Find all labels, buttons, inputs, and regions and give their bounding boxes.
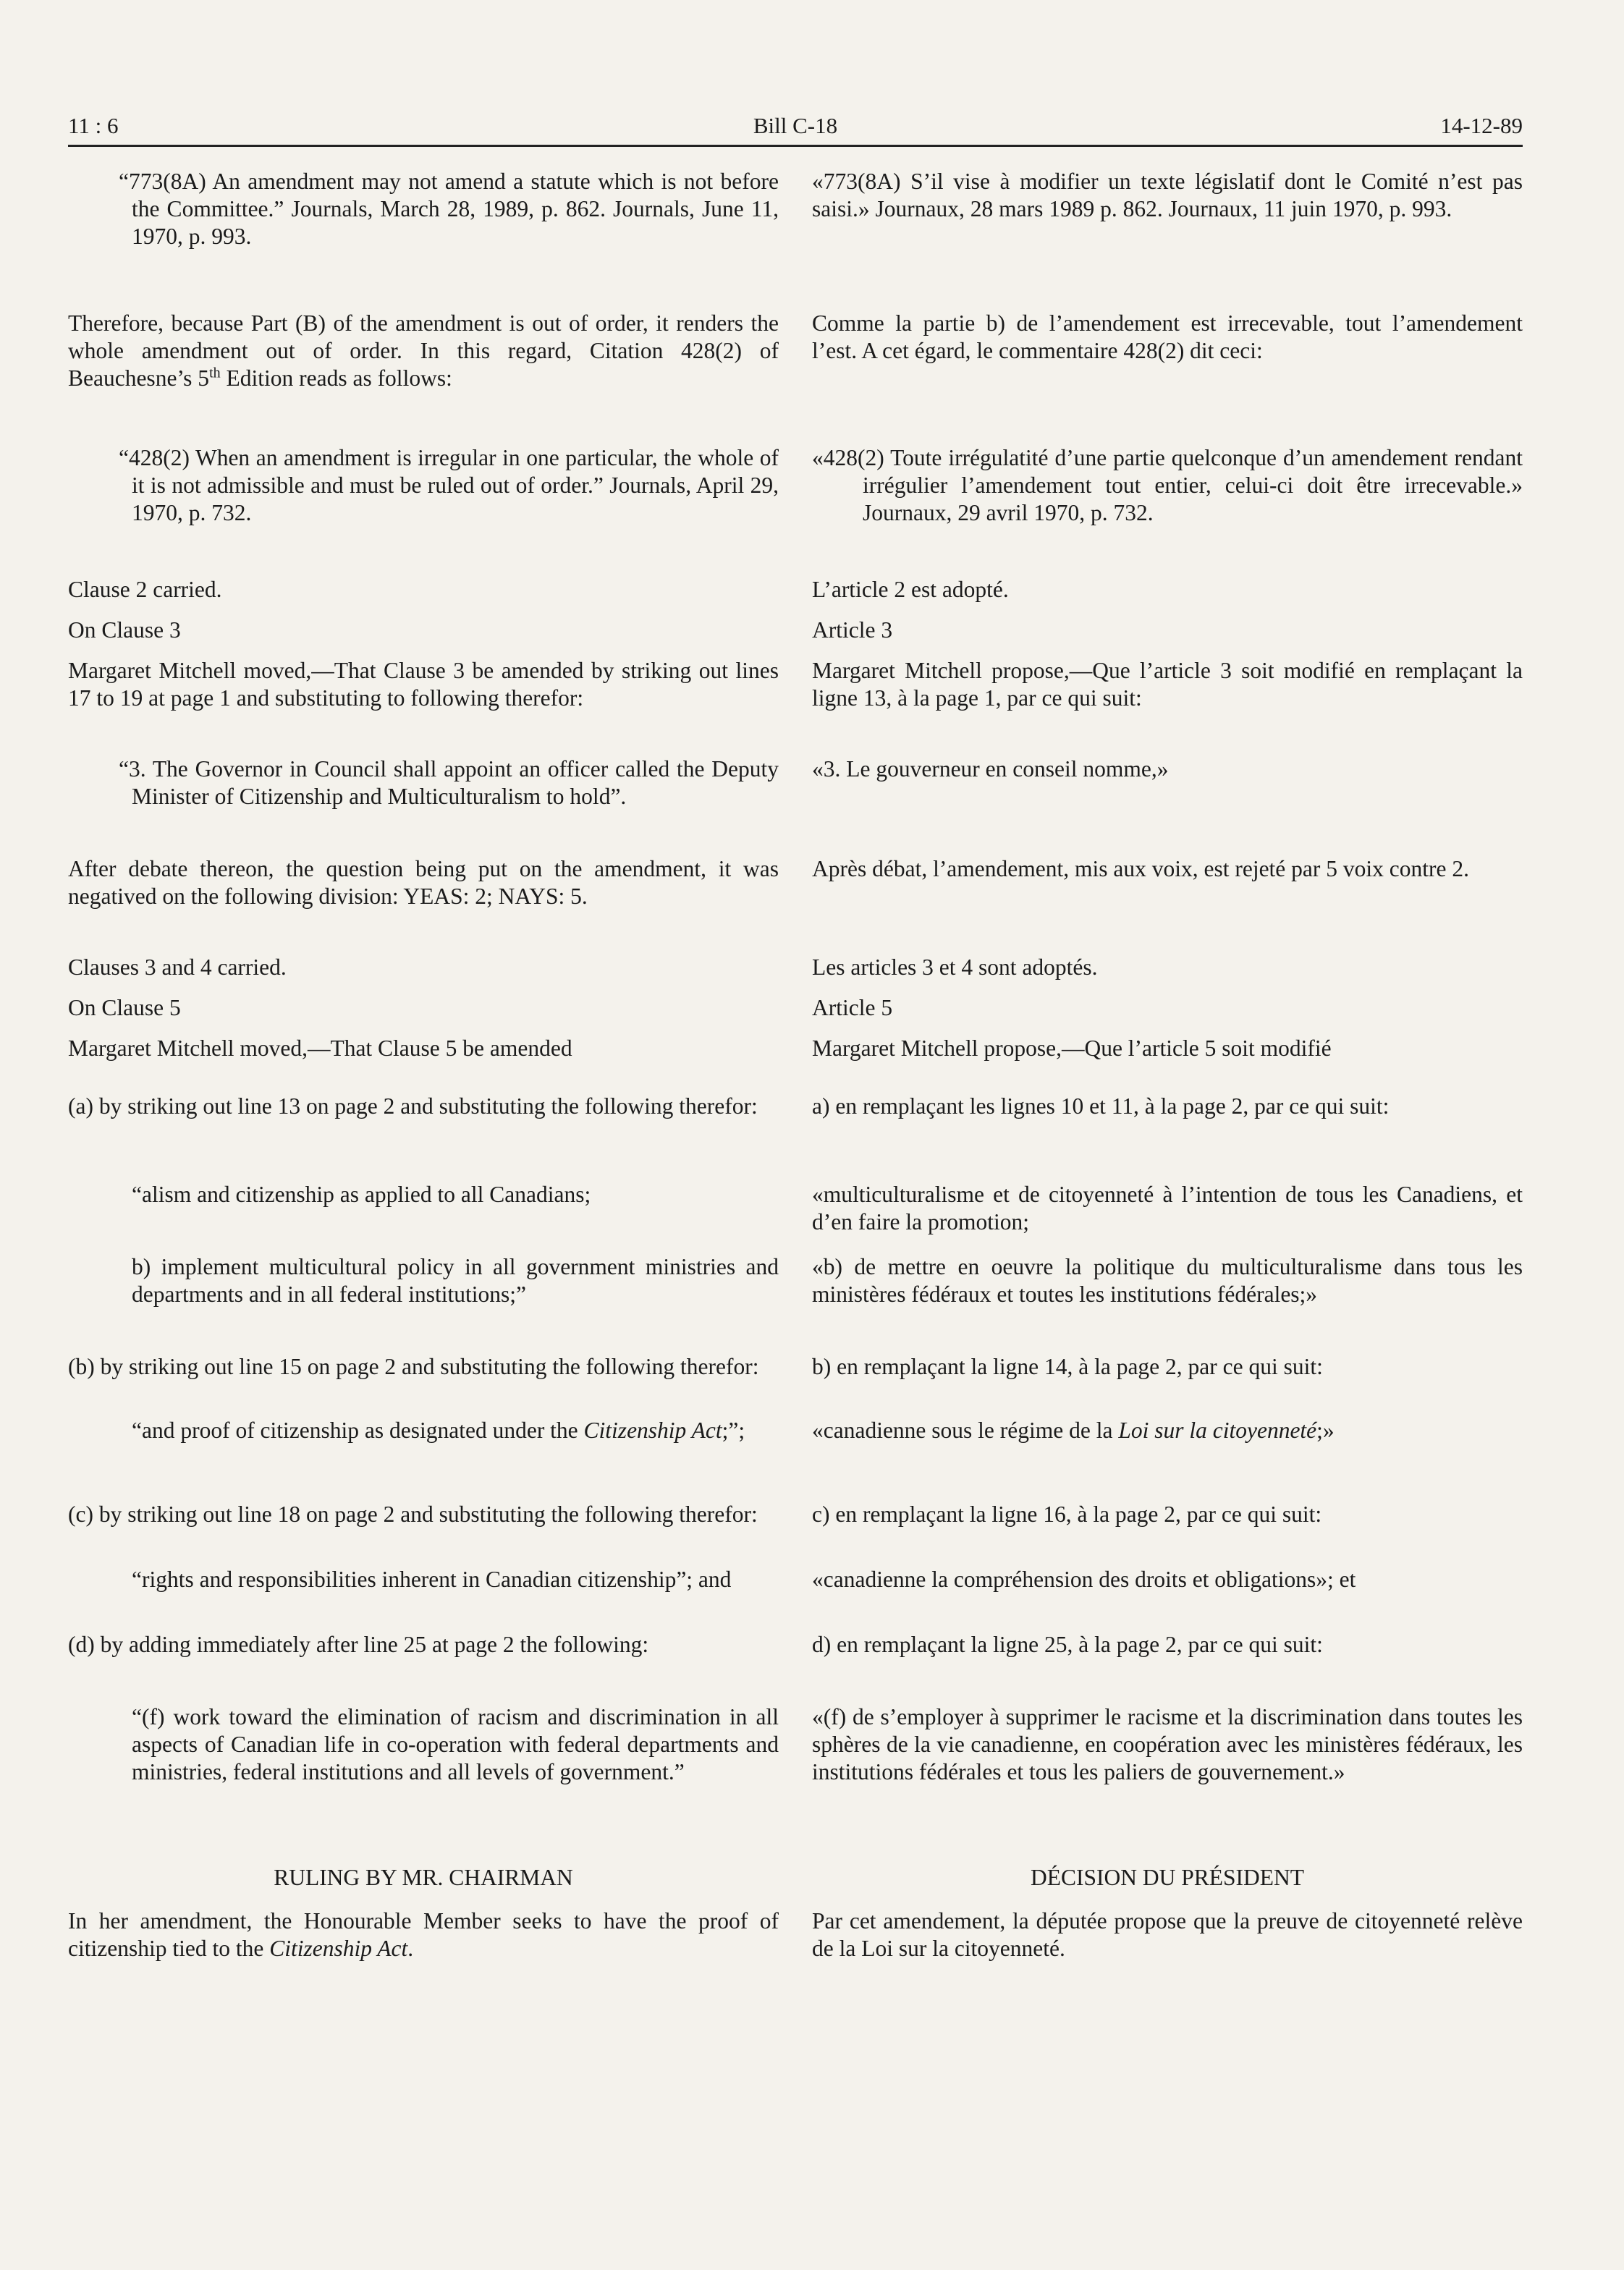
bill-title: Bill C-18	[753, 113, 838, 138]
ruling-text-en: In her amendment, the Honourable Member seeks to have the proof of citizenship tied to the Citizenship Act.	[68, 1908, 779, 1961]
page-header	[68, 109, 1523, 147]
amendement-a-texte-1: «multiculturalisme et de citoyenneté à l’intention de tous les Canadiens, et d’en faire la promotion;	[812, 1182, 1523, 1234]
amendment-b-text: “and proof of citizenship as designated under the Citizenship Act;”;	[132, 1418, 745, 1443]
amendement-b-texte: «canadienne sous le régime de la Loi sur la citoyenneté;»	[812, 1418, 1335, 1443]
superscript-th: th	[209, 365, 221, 381]
clause-5-motion: Margaret Mitchell moved,—That Clause 5 be amended	[68, 1036, 572, 1061]
article-5: Article 5	[812, 995, 893, 1020]
amendment-b: (b) by striking out line 15 on page 2 and substituting the following therefor:	[68, 1354, 759, 1379]
amendment-c-text: “rights and responsibilities inherent in Canadian citizenship”; and	[132, 1567, 732, 1592]
article-3: Article 3	[812, 617, 893, 643]
clause-3-division-result: After debate thereon, the question being put on the amendment, it was negatived on the following division: YEAS: 2; NAYS: 5.	[68, 856, 779, 909]
article-3-motion: Margaret Mitchell propose,—Que l’article 3 soit modifié en remplaçant la ligne 13, à la page 1, par ce qui suit:	[812, 658, 1523, 711]
paragraph-out-of-order: Therefore, because Part (B) of the amendment is out of order, it renders the whole amendment out of order. In this regard, Citation 428(2) of Beauchesne’s 5th Edition reads as follows:	[68, 310, 779, 391]
clause-3-motion: Margaret Mitchell moved,—That Clause 3 be amended by striking out lines 17 to 19 at page 1 and substituting to following therefor:	[68, 658, 779, 711]
citation-428-quote: “428(2) When an amendment is irregular in one particular, the whole of it is not admissible and must be ruled out of order.” Journals, April 29, 1970, p. 732.	[119, 445, 779, 525]
clause-3-amendment-text: “3. The Governor in Council shall appoint an officer called the Deputy Minister of Citizenship and Multiculturalism to hold”.	[119, 756, 779, 809]
amendment-d: (d) by adding immediately after line 25 at page 2 the following:	[68, 1632, 649, 1657]
amendment-d-text: “(f) work toward the elimination of racism and discrimination in all aspects of Canadian life in co-operation with federal departments and ministries, federal institutions and all levels of government.”	[132, 1704, 779, 1784]
article-2-adopte: L’article 2 est adopté.	[812, 577, 1009, 602]
article-3-vote-result: Après débat, l’amendement, mis aux voix, est rejeté par 5 voix contre 2.	[812, 856, 1469, 881]
ruling-heading-fr: DÉCISION DU PRÉSIDENT	[1031, 1865, 1304, 1890]
article-3-amendment-text: «3. Le gouverneur en conseil nomme,»	[812, 756, 1169, 782]
ruling-text-fr: Par cet amendement, la députée propose que la preuve de citoyenneté relève de la Loi sur la citoyenneté.	[812, 1908, 1523, 1961]
clauses-3-4-carried: Clauses 3 and 4 carried.	[68, 954, 287, 980]
ruling-heading-en: RULING BY MR. CHAIRMAN	[274, 1865, 573, 1890]
page-number: 11 : 6	[68, 113, 119, 138]
amendement-a-texte-2: «b) de mettre en oeuvre la politique du multiculturalisme dans tous les ministères fédéraux et toutes les institutions fédérales;»	[812, 1254, 1523, 1307]
articles-3-4-adoptes: Les articles 3 et 4 sont adoptés.	[812, 954, 1098, 980]
amendment-a-text-1: “alism and citizenship as applied to all Canadians;	[132, 1182, 591, 1207]
clause-2-carried: Clause 2 carried.	[68, 577, 222, 602]
amendement-c: c) en remplaçant la ligne 16, à la page 2, par ce qui suit:	[812, 1502, 1322, 1527]
citation-773-quote: “773(8A) An amendment may not amend a statute which is not before the Committee.” Journals, March 28, 1989, p. 862. Journals, June 11, 1970, p. 993.	[119, 169, 779, 249]
page-date: 14-12-89	[1440, 113, 1523, 138]
citation-428-quote-fr: «428(2) Toute irrégulatité d’une partie quelconque d’un amendement rendant irrégulier l’amendement tout entier, celui-ci doit être irrecevable.» Journaux, 29 avril 1970, p. 732.	[812, 445, 1523, 525]
paragraph-irrecevable: Comme la partie b) de l’amendement est irrecevable, tout l’amendement l’est. A cet égard, le commentaire 428(2) dit ceci:	[812, 310, 1523, 363]
on-clause-5: On Clause 5	[68, 995, 181, 1020]
citation-773-quote-fr: «773(8A) S’il vise à modifier un texte législatif dont le Comité n’est pas saisi.» Journaux, 28 mars 1989 p. 862. Journaux, 11 juin 1970, p. 993.	[812, 169, 1523, 221]
on-clause-3: On Clause 3	[68, 617, 181, 643]
amendement-a: a) en remplaçant les lignes 10 et 11, à la page 2, par ce qui suit:	[812, 1093, 1390, 1119]
amendment-a-text-2: b) implement multicultural policy in all government ministries and departments and in all federal institutions;”	[132, 1254, 779, 1307]
amendment-a: (a) by striking out line 13 on page 2 and substituting the following therefor:	[68, 1093, 758, 1119]
amendement-c-texte: «canadienne la compréhension des droits et obligations»; et	[812, 1567, 1356, 1592]
amendement-d: d) en remplaçant la ligne 25, à la page 2, par ce qui suit:	[812, 1632, 1323, 1657]
article-5-motion: Margaret Mitchell propose,—Que l’article 5 soit modifié	[812, 1036, 1332, 1061]
amendement-d-texte: «(f) de s’employer à supprimer le racisme et la discrimination dans toutes les sphères de la vie canadienne, en coopération avec les ministères fédéraux, les institutions fédérales et tous les paliers de gouvernement.»	[812, 1704, 1523, 1784]
amendement-b: b) en remplaçant la ligne 14, à la page 2, par ce qui suit:	[812, 1354, 1323, 1379]
amendment-c: (c) by striking out line 18 on page 2 and substituting the following therefor:	[68, 1502, 758, 1527]
